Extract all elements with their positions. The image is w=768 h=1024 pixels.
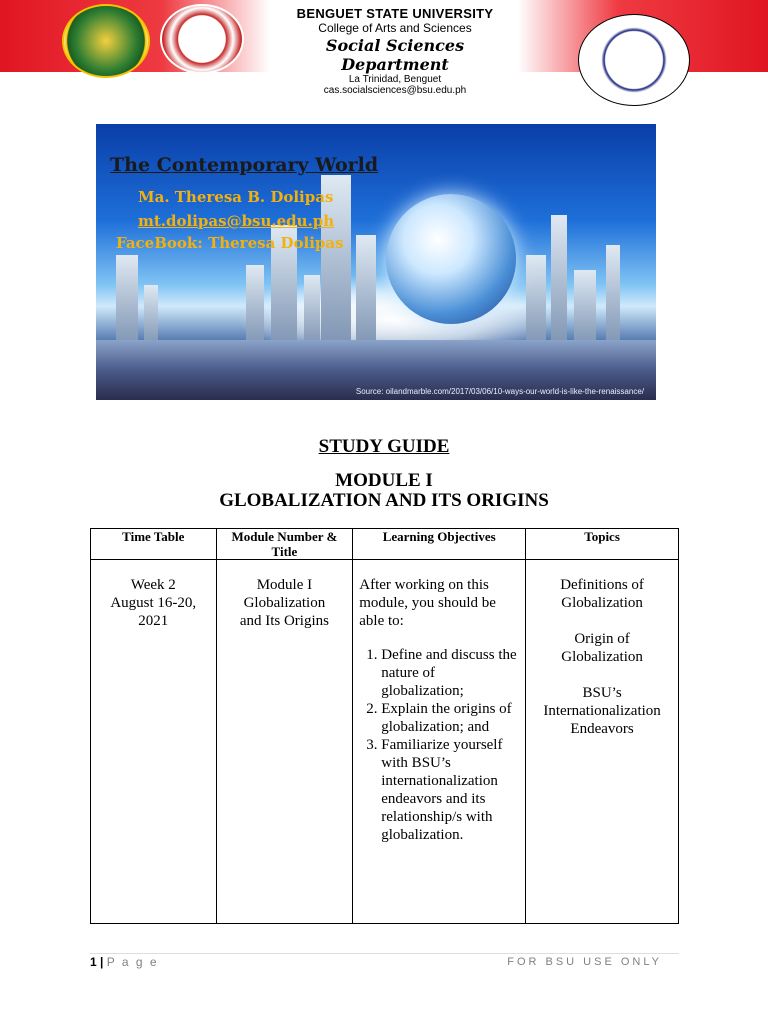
column-header: Module Number & Title	[216, 529, 353, 560]
cell-line: Week 2	[130, 577, 176, 593]
building	[526, 255, 546, 345]
cell-line: Globalization	[243, 595, 326, 611]
topics-cell	[526, 560, 679, 924]
building	[356, 235, 376, 345]
column-header: Time Table	[91, 529, 217, 560]
topic-item: BSU’s Internationalization Endeavors	[543, 685, 661, 737]
cell-line: August 16-20,	[110, 595, 197, 611]
cell-line: and Its Origins	[239, 613, 329, 629]
building	[144, 285, 158, 345]
image-source: Source: oilandmarble.com/2017/03/06/10-ways-our-world-is-like-the-renaissance/	[355, 387, 644, 396]
letterhead-text	[270, 6, 520, 96]
list-item: 1. Define and discuss the nature of globalization;	[381, 646, 519, 700]
building	[246, 265, 264, 345]
column-header: Learning Objectives	[353, 529, 526, 560]
page-footer	[90, 955, 159, 969]
cell-line: 2021	[138, 613, 169, 629]
author-email-link[interactable]: mt.dolipas@bsu.edu.ph	[138, 212, 335, 230]
globe-icon	[386, 194, 516, 324]
department-name: Social Sciences Department	[325, 36, 465, 74]
building	[304, 275, 320, 345]
topic-item: Definitions of Globalization	[560, 577, 644, 611]
university-name: BENGUET STATE UNIVERSITY	[296, 6, 494, 21]
university-seal-icon	[62, 4, 150, 78]
cell-line: Module I	[256, 577, 313, 593]
study-guide-table	[90, 528, 679, 924]
module-title-heading: GLOBALIZATION AND ITS ORIGINS	[219, 490, 549, 511]
letterhead	[0, 0, 768, 96]
page-number: 1	[90, 955, 97, 969]
objectives-intro: After working on this module, you should be able to:	[359, 577, 496, 629]
building	[116, 255, 138, 345]
module-heading: MODULE I	[335, 470, 433, 491]
department-email: cas.socialsciences@bsu.edu.ph	[323, 85, 467, 96]
objectives-list	[359, 646, 519, 844]
course-title: The Contemporary World	[110, 154, 379, 176]
use-note: FOR BSU USE ONLY	[507, 956, 662, 968]
location: La Trinidad, Benguet	[348, 74, 442, 85]
topic-item: Origin of Globalization	[561, 631, 643, 665]
table-row	[91, 560, 679, 924]
list-item: 2. Explain the origins of globalization; and	[381, 700, 519, 736]
list-item: 3. Familiarize yourself with BSU’s internationalization endeavors and its relationship/s with globalization.	[381, 736, 519, 844]
cover-banner	[96, 124, 656, 400]
study-guide-heading: STUDY GUIDE	[318, 436, 450, 457]
footer-separator: |	[100, 955, 104, 969]
building	[574, 270, 596, 345]
department-seal-icon	[578, 14, 690, 106]
module-cell	[216, 560, 353, 924]
column-header: Topics	[526, 529, 679, 560]
college-seal-icon	[160, 4, 244, 74]
time-table-cell	[91, 560, 217, 924]
author-name: Ma. Theresa B. Dolipas	[138, 188, 334, 206]
college-name: College of Arts and Sciences	[318, 21, 472, 35]
building	[551, 215, 567, 345]
building	[606, 245, 620, 345]
table-header-row	[91, 529, 679, 560]
author-facebook: FaceBook: Theresa Dolipas	[116, 234, 344, 252]
page-label: P a g e	[106, 955, 159, 969]
objectives-cell	[353, 560, 526, 924]
footer-divider	[90, 953, 679, 954]
